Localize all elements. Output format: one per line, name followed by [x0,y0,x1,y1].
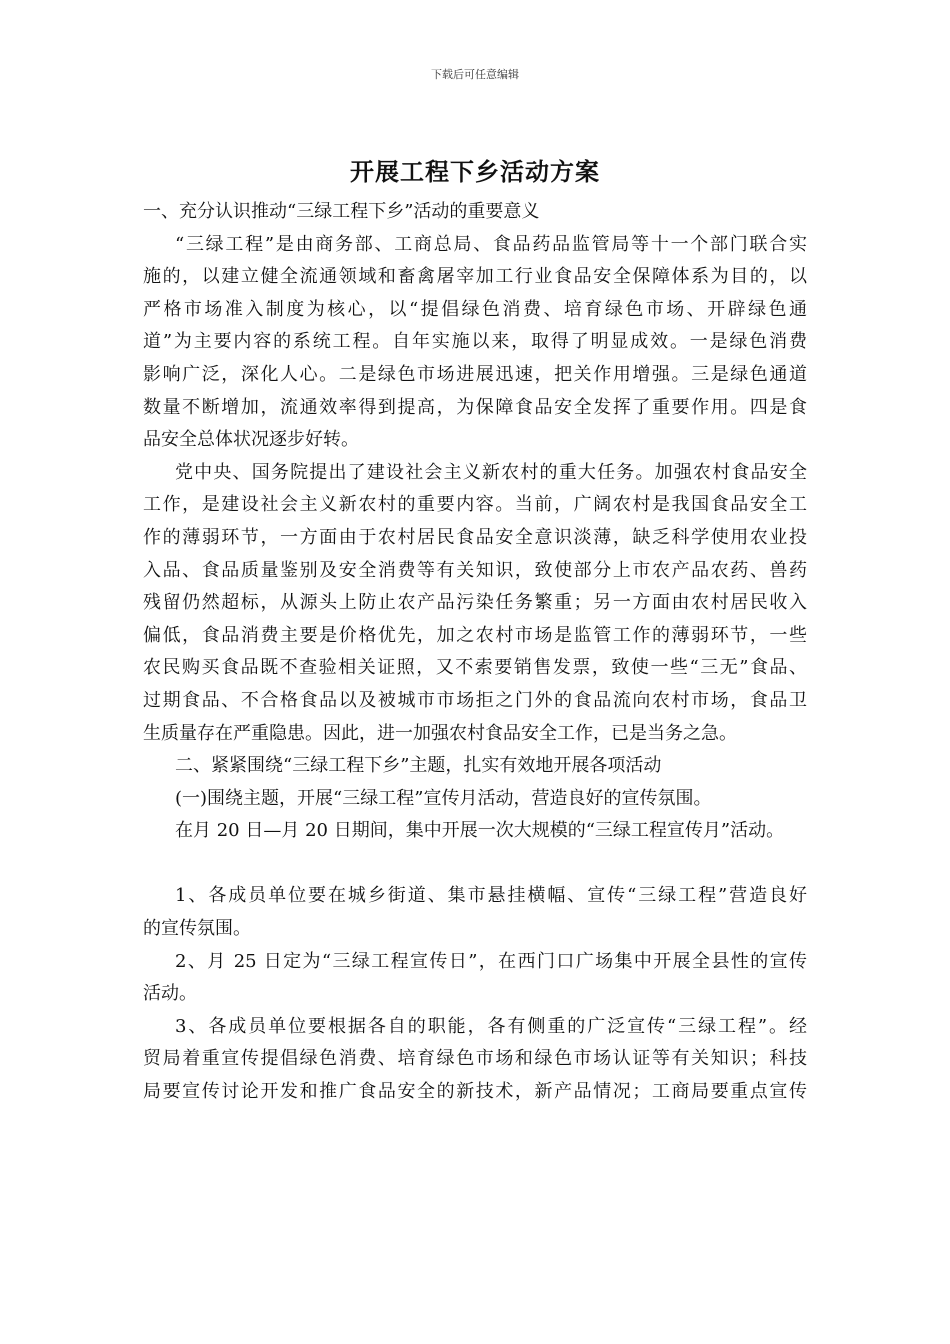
text-line: 农民购买食品既不查验相关证照，又不索要销售发票，致使一些“三无”食品、 [143,657,807,679]
text-line: 在月 20 日—月 20 日期间，集中开展一次大规模的“三绿工程宣传月”活动。 [175,820,785,842]
text-line: 影响广泛，深化人心。二是绿色市场进展迅速，把关作用增强。三是绿色通道 [143,363,807,385]
text-line: 2、月 25 日定为“三绿工程宣传日”，在西门口广场集中开展全县性的宣传 [175,950,807,972]
text-line: 品安全总体状况逐步好转。 [143,429,359,451]
text-line: 活动。 [143,983,197,1005]
text-line: 生质量存在严重隐患。因此，进一加强农村食品安全工作，已是当务之急。 [143,722,737,744]
text-line: 严格市场准入制度为核心，以“提倡绿色消费、培育绿色市场、开辟绿色通 [143,298,807,320]
text-line: 施的，以建立健全流通领域和畜禽屠宰加工行业食品安全保障体系为目的，以 [143,266,807,288]
text-line: “三绿工程”是由商务部、工商总局、食品药品监管局等十一个部门联合实 [175,233,807,255]
text-line: 局要宣传讨论开发和推广食品安全的新技术，新产品情况；工商局要重点宣传 [143,1081,807,1103]
text-line: 数量不断增加，流通效率得到提高，为保障食品安全发挥了重要作用。四是食 [143,396,807,418]
text-line: 偏低，食品消费主要是价格优先，加之农村市场是监管工作的薄弱环节，一些 [143,624,807,646]
text-line: (一)围绕主题，开展“三绿工程”宣传月活动，营造良好的宣传氛围。 [175,787,712,809]
header-note: 下载后可任意编辑 [431,68,519,81]
document-title: 开展工程下乡活动方案 [350,158,600,186]
text-line: 一、充分认识推动“三绿工程下乡”活动的重要意义 [143,201,540,222]
text-line: 过期食品、不合格食品以及被城市市场拒之门外的食品流向农村市场，食品卫 [143,689,807,711]
text-line: 3、各成员单位要根据各自的职能，各有侧重的广泛宣传“三绿工程”。经 [175,1015,807,1037]
blank-line [143,848,807,881]
text-line: 的宣传氛围。 [143,918,251,940]
text-line: 作的薄弱环节，一方面由于农村居民食品安全意识淡薄，缺乏科学使用农业投 [143,526,807,548]
text-line: 贸局着重宣传提倡绿色消费、培育绿色市场和绿色市场认证等有关知识；科技 [143,1048,807,1070]
document-body [143,196,807,1109]
text-line: 1、各成员单位要在城乡街道、集市悬挂横幅、宣传“三绿工程”营造良好 [175,885,807,907]
text-line: 入品、食品质量鉴别及安全消费等有关知识，致使部分上市农产品农药、兽药 [143,559,807,581]
text-line: 工作，是建设社会主义新农村的重要内容。当前，广阔农村是我国食品安全工 [143,494,807,516]
text-line: 二、紧紧围绕“三绿工程下乡”主题，扎实有效地开展各项活动 [175,755,662,777]
text-line: 道”为主要内容的系统工程。自年实施以来，取得了明显成效。一是绿色消费 [143,331,807,353]
text-line: 党中央、国务院提出了建设社会主义新农村的重大任务。加强农村食品安全 [175,461,807,483]
text-line: 残留仍然超标，从源头上防止农产品污染任务繁重；另一方面由农村居民收入 [143,592,807,614]
